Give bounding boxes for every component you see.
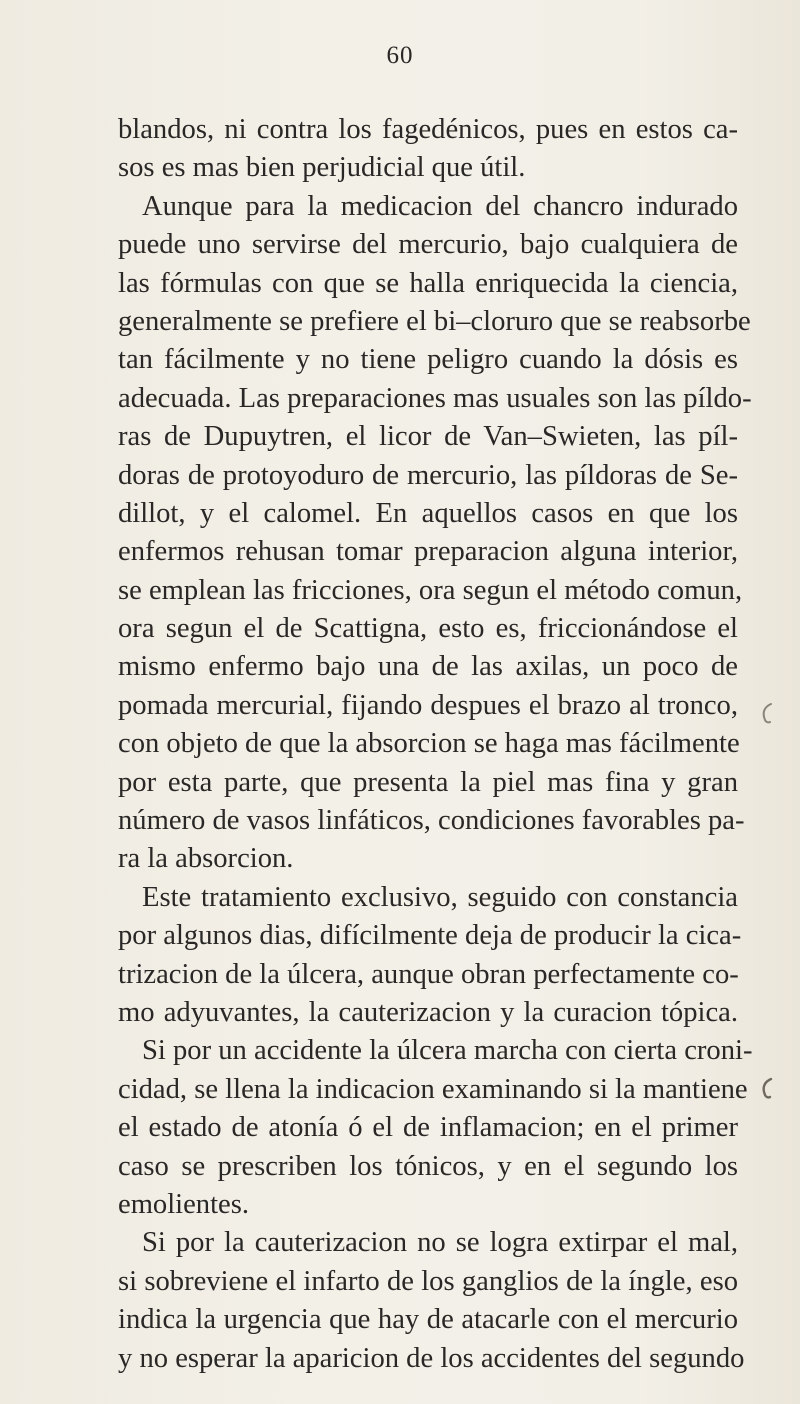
text-line: ras de Dupuytren, el licor de Van–Swieten, las píl- <box>118 421 738 453</box>
text-line: número de vasos linfáticos, condiciones favorables pa- <box>118 805 745 837</box>
text-line: se emplean las fricciones, ora segun el método comun, <box>118 574 743 606</box>
text-line: Aunque para la medicacion del chancro indurado <box>142 190 738 222</box>
text-line: trizacion de la úlcera, aunque obran perfectamente co- <box>118 958 739 990</box>
text-line: pomada mercurial, fijando despues el brazo al tronco, <box>118 689 738 721</box>
text-line: enfermos rehusan tomar preparacion alguna interior, <box>118 536 738 568</box>
text-line: mismo enfermo bajo una de las axilas, un poco de <box>118 651 738 683</box>
text-line: doras de protoyoduro de mercurio, las píldoras de Se- <box>118 459 738 491</box>
body-text <box>118 111 753 1378</box>
text-line: puede uno servirse del mercurio, bajo cualquiera de <box>118 229 738 261</box>
margin-stain-mark <box>760 1077 774 1099</box>
text-line: blandos, ni contra los fagedénicos, pues en estos ca- <box>118 114 738 145</box>
text-line: adecuada. Las preparaciones mas usuales son las píldo- <box>118 382 752 414</box>
text-line: Si por la cauterizacion no se logra extirpar el mal, <box>142 1227 738 1259</box>
text-line: Este tratamiento exclusivo, seguido con constancia <box>142 881 738 913</box>
text-line: ra la absorcion. <box>118 843 294 875</box>
text-line: dillot, y el calomel. En aquellos casos en que los <box>118 497 738 529</box>
text-line: ora segun el de Scattigna, esto es, friccionándose el <box>118 613 738 645</box>
text-line: con objeto de que la absorcion se haga mas fácilmente <box>118 728 740 760</box>
page-number: 60 <box>386 42 414 69</box>
text-line: emolientes. <box>118 1188 250 1220</box>
text-line: sos es mas bien perjudicial que útil. <box>118 152 526 184</box>
text-line: indica la urgencia que hay de atacarle con el mercurio <box>118 1304 738 1336</box>
text-line: caso se prescriben los tónicos, y en el segundo los <box>118 1150 738 1182</box>
text-line: tan fácilmente y no tiene peligro cuando la dósis es <box>118 344 738 376</box>
text-line: por algunos dias, difícilmente deja de producir la cica- <box>118 920 742 952</box>
margin-stain-mark <box>760 702 774 724</box>
text-line: las fórmulas con que se halla enriquecida la ciencia, <box>118 267 738 299</box>
text-line: por esta parte, que presenta la piel mas fina y gran <box>118 766 738 798</box>
text-line: generalmente se prefiere el bi–cloruro que se reabsorbe <box>118 305 751 337</box>
text-line: cidad, se llena la indicacion examinando si la mantiene <box>118 1073 748 1105</box>
text-line: el estado de atonía ó el de inflamacion; en el primer <box>118 1112 738 1144</box>
text-line: y no esperar la aparicion de los accidentes del segundo <box>118 1342 745 1374</box>
text-line: si sobreviene el infarto de los ganglios de la íngle, eso <box>118 1265 738 1297</box>
text-line: mo adyuvantes, la cauterizacion y la curacion tópica. <box>118 996 738 1028</box>
text-line: Si por un accidente la úlcera marcha con cierta croni- <box>142 1035 753 1067</box>
